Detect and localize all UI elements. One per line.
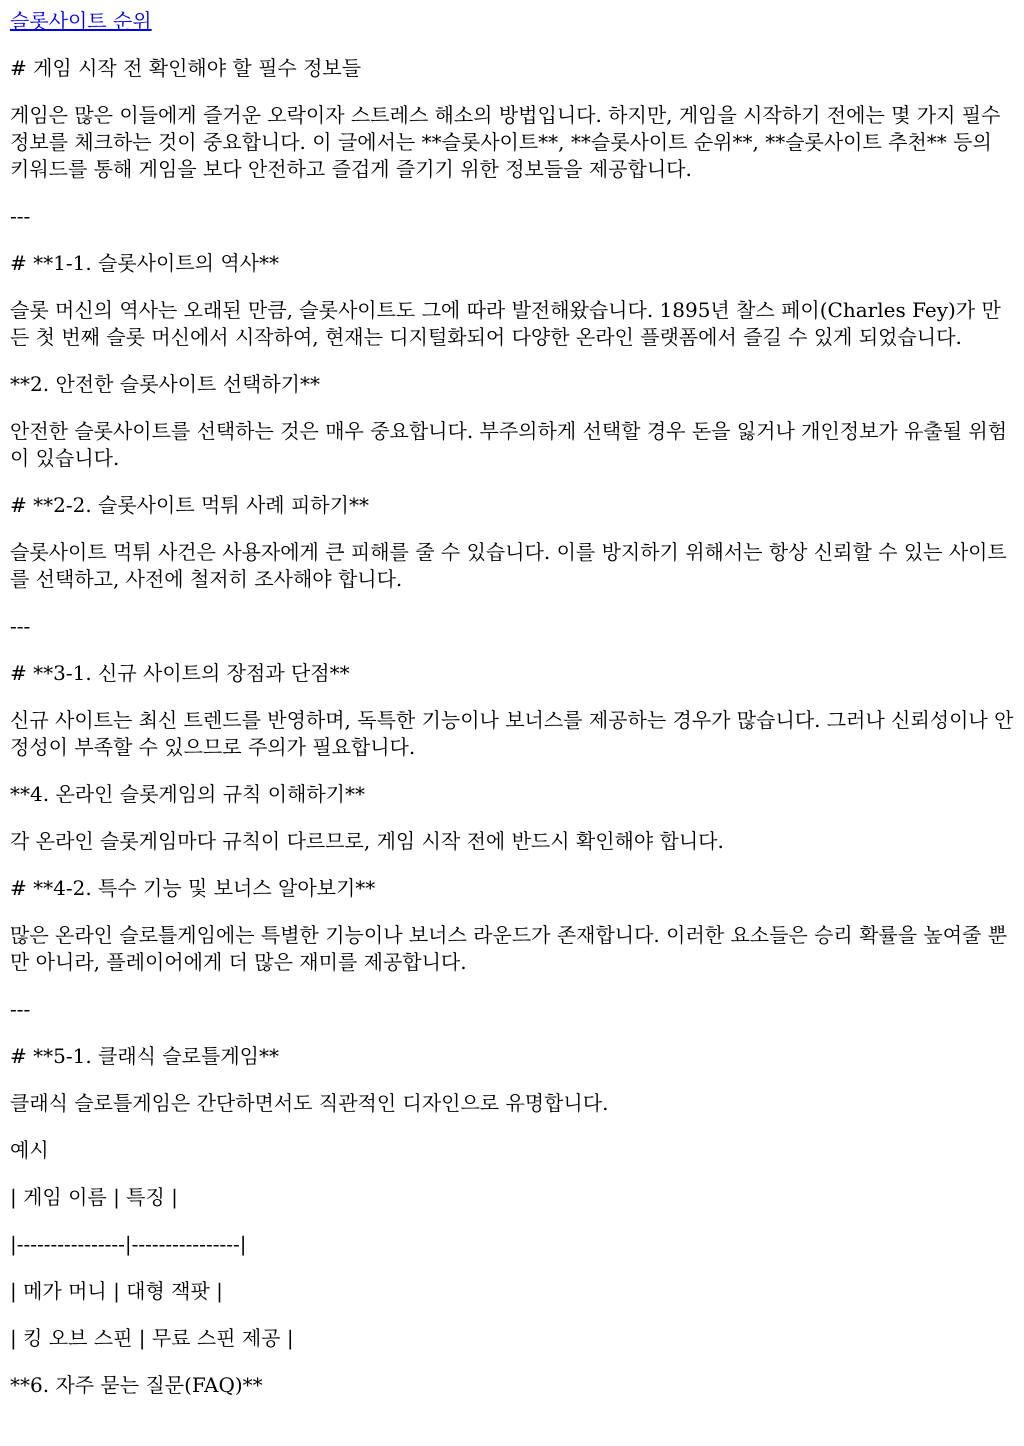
- heading-rules: **4. 온라인 슬롯게임의 규칙 이해하기**: [10, 782, 365, 806]
- slot-site-ranking-link[interactable]: 슬롯사이트 순위: [10, 9, 152, 33]
- rules-paragraph: 각 온라인 슬롯게임마다 규칙이 다르므로, 게임 시작 전에 반드시 확인해야 합니다.: [10, 829, 724, 853]
- separator: ---: [10, 204, 31, 228]
- heading-bonus: # **4-2. 특수 기능 및 보너스 알아보기**: [10, 876, 376, 900]
- separator: ---: [10, 997, 31, 1021]
- heading-intro: # 게임 시작 전 확인해야 할 필수 정보들: [10, 56, 362, 80]
- heading-classic: # **5-1. 클래식 슬로틀게임**: [10, 1044, 279, 1068]
- history-paragraph: 슬롯 머신의 역사는 오래된 만큼, 슬롯사이트도 그에 따라 발전해왔습니다. 1895년 찰스 페이(Charles Fey)가 만든 첫 번째 슬롯 머신에서 시작하여, 현재는 디지털화되어 다양한 온라인 플랫폼에서 즐길 수 있게 되었습니다.: [10, 298, 1001, 349]
- heading-new-sites: # **3-1. 신규 사이트의 장점과 단점**: [10, 661, 350, 685]
- example-label: 예시: [10, 1138, 49, 1162]
- heading-scam-avoid: # **2-2. 슬롯사이트 먹튀 사례 피하기**: [10, 493, 369, 517]
- header-link-paragraph: [10, 8, 1014, 35]
- safe-selection-paragraph: 안전한 슬롯사이트를 선택하는 것은 매우 중요합니다. 부주의하게 선택할 경우 돈을 잃거나 개인정보가 유출될 위험이 있습니다.: [10, 419, 1008, 470]
- heading-safe-selection: **2. 안전한 슬롯사이트 선택하기**: [10, 372, 320, 396]
- separator: ---: [10, 614, 31, 638]
- table-row: | 킹 오브 스핀 | 무료 스핀 제공 |: [10, 1326, 294, 1350]
- classic-paragraph: 클래식 슬로틀게임은 간단하면서도 직관적인 디자인으로 유명합니다.: [10, 1091, 609, 1115]
- new-sites-paragraph: 신규 사이트는 최신 트렌드를 반영하며, 독특한 기능이나 보너스를 제공하는 경우가 많습니다. 그러나 신뢰성이나 안정성이 부족할 수 있으므로 주의가 필요합니다.: [10, 708, 1014, 759]
- bonus-paragraph: 많은 온라인 슬로틀게임에는 특별한 기능이나 보너스 라운드가 존재합니다. 이러한 요소들은 승리 확률을 높여줄 뿐만 아니라, 플레이어에게 더 많은 재미를 제공합니다.: [10, 923, 1008, 974]
- scam-avoid-paragraph: 슬롯사이트 먹튀 사건은 사용자에게 큰 피해를 줄 수 있습니다. 이를 방지하기 위해서는 항상 신뢰할 수 있는 사이트를 선택하고, 사전에 철저히 조사해야 합니다.: [10, 540, 1007, 591]
- table-row: | 메가 머니 | 대형 잭팟 |: [10, 1279, 223, 1303]
- table-header-row: | 게임 이름 | 특징 |: [10, 1185, 178, 1209]
- heading-history: # **1-1. 슬롯사이트의 역사**: [10, 251, 279, 275]
- heading-faq: **6. 자주 묻는 질문(FAQ)**: [10, 1373, 263, 1397]
- intro-paragraph: 게임은 많은 이들에게 즐거운 오락이자 스트레스 해소의 방법입니다. 하지만, 게임을 시작하기 전에는 몇 가지 필수 정보를 체크하는 것이 중요합니다. 이 글에서는 **슬롯사이트**, **슬롯사이트 순위**, **슬롯사이트 추천** 등의 키워드를 통해 게임을 보다 안전하고 즐겁게 즐기기 위한 정보들을 제공합니다.: [10, 103, 1001, 181]
- table-divider-row: |----------------|----------------|: [10, 1232, 247, 1256]
